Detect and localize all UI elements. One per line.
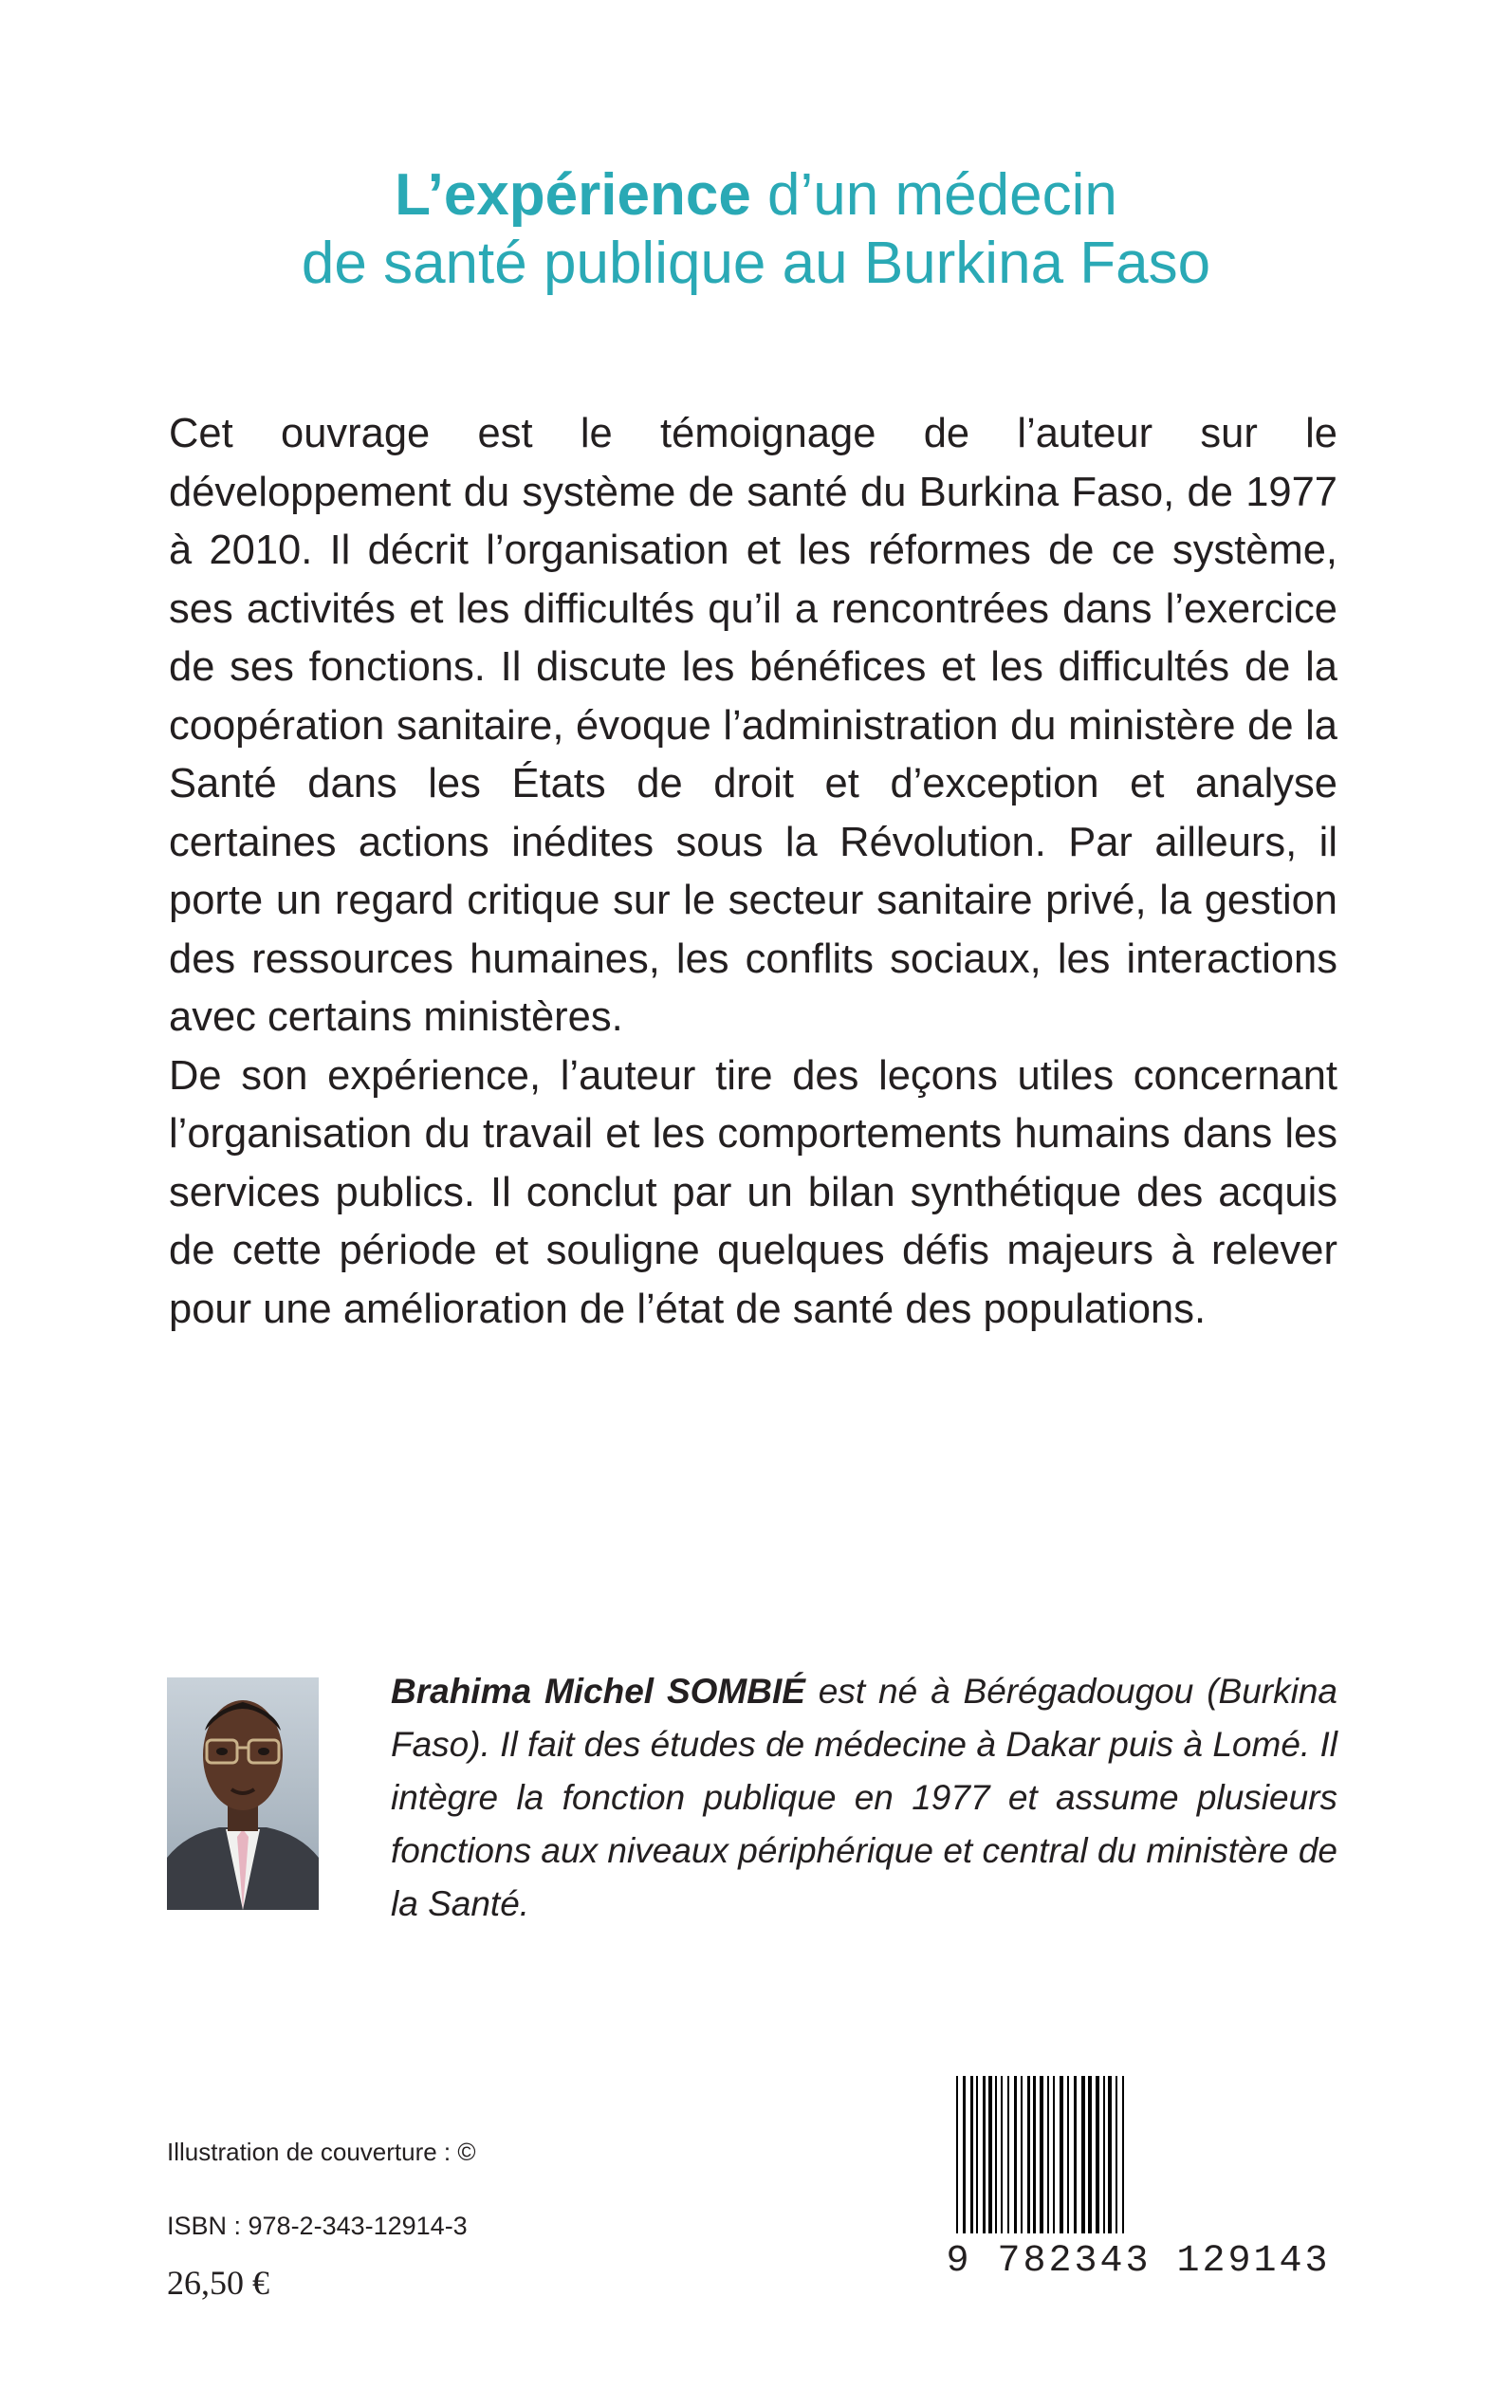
barcode-bar-13: [1040, 2076, 1043, 2233]
barcode-bar-19: [1081, 2076, 1085, 2233]
barcode-bar-0: [956, 2076, 958, 2233]
barcode-bar-22: [1103, 2076, 1105, 2233]
summary-paragraph-1: Cet ouvrage est le témoignage de l’auteur sur le développement du système de santé du Burkina Faso, de 1977 à 2010. Il décrit l’organisation et les réformes de ce système, ses activités et les difficultés qu’il a rencontrées dans l’exercice de ses fonctions. Il discute les bénéfices et les difficultés de la coopération sanitaire, évoque l’administration du ministère de la Santé dans les États de droit et d’exception et analyse certaines actions inédites sous la Révolution. Par ailleurs, il porte un regard critique sur le secteur sanitaire privé, la gestion des ressources humaines, les conflits sociaux, les interactions avec certains ministères.: [169, 411, 1337, 1040]
author-photo: [167, 1677, 319, 1910]
summary-text: [169, 405, 1337, 1339]
barcode-bar-2: [970, 2076, 973, 2233]
barcode-bar-16: [1060, 2076, 1063, 2233]
barcode-bar-10: [1021, 2076, 1023, 2233]
barcode: [939, 2076, 1337, 2294]
title-line-2: de santé publique au Burkina Faso: [301, 230, 1211, 296]
summary-paragraph-2: De son expérience, l’auteur tire des leçons utiles concernant l’organisation du travail et les comportements humains dans les services publics. Il conclut par un bilan synthétique des acquis de cette période et souligne quelques défis majeurs à relever pour une amélioration de l’état de santé des populations.: [169, 1052, 1337, 1332]
barcode-bar-24: [1116, 2076, 1117, 2233]
author-name: Brahima Michel SOMBIÉ: [391, 1672, 805, 1711]
barcode-bar-11: [1027, 2076, 1030, 2233]
barcode-bar-17: [1067, 2076, 1069, 2233]
barcode-bar-15: [1053, 2076, 1055, 2233]
barcode-bar-3: [976, 2076, 978, 2233]
book-title: [0, 161, 1512, 298]
barcode-bars: [939, 2076, 1337, 2239]
barcode-bar-12: [1033, 2076, 1036, 2233]
barcode-bar-20: [1088, 2076, 1092, 2233]
barcode-bar-7: [1001, 2076, 1003, 2233]
price: 26,50 €: [167, 2264, 269, 2302]
author-bio: [391, 1665, 1337, 1931]
barcode-bar-8: [1007, 2076, 1009, 2233]
barcode-bar-9: [1014, 2076, 1017, 2233]
author-portrait-illustration: [167, 1677, 319, 1910]
isbn: ISBN : 978-2-343-12914-3: [167, 2212, 468, 2240]
barcode-bar-14: [1047, 2076, 1049, 2233]
barcode-bar-5: [988, 2076, 992, 2233]
author-bio-text: est né à Bérégadougou (Burkina Faso). Il fait des études de médecine à Dakar puis à Lomé. Il intègre la fonction publique en 1977 et assume plusieurs fonctions aux niveaux périphérique et central du ministère de la Santé.: [391, 1672, 1337, 1923]
barcode-bar-6: [995, 2076, 997, 2233]
title-line-1: [0, 161, 1512, 230]
barcode-bar-25: [1122, 2076, 1124, 2233]
barcode-digits: 9 782343 129143: [946, 2240, 1331, 2283]
barcode-bar-21: [1096, 2076, 1099, 2233]
title-rest: d’un médecin: [750, 161, 1117, 228]
barcode-bar-1: [963, 2076, 966, 2233]
barcode-bar-18: [1074, 2076, 1077, 2233]
illustration-credit: Illustration de couverture : ©: [167, 2138, 476, 2166]
title-emphasis: L’expérience: [395, 161, 751, 228]
barcode-bar-23: [1108, 2076, 1112, 2233]
barcode-bar-4: [983, 2076, 986, 2233]
